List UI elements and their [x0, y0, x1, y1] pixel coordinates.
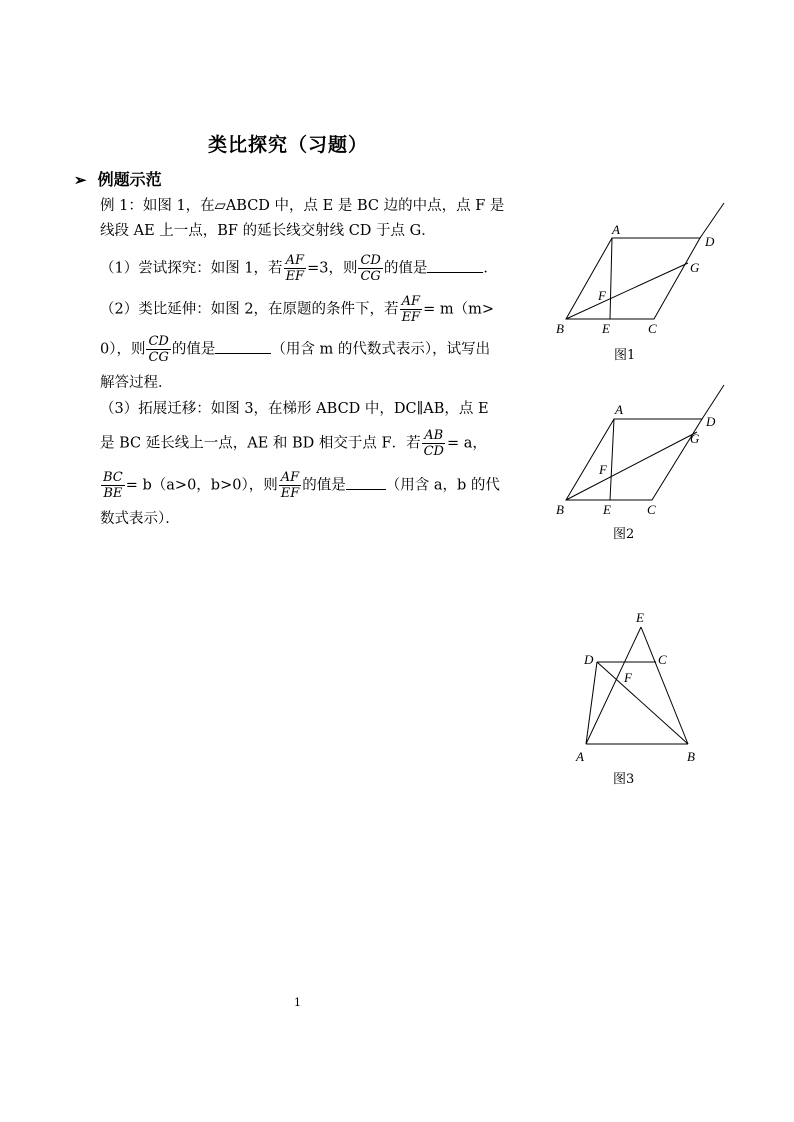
arrow-bullet-icon: ➢ [74, 171, 87, 189]
figure-1-caption: 图1 [614, 348, 636, 363]
label-E: E [636, 610, 644, 625]
answer-blank-3 [346, 477, 386, 490]
label-F: F [598, 288, 606, 303]
label-A: A [615, 402, 623, 417]
fraction-af-ef: $\frac{AF}{EF}$ [401, 294, 421, 325]
label-F: F [624, 670, 632, 685]
fraction-ab-cd: $\frac{AB}{CD}$ [423, 428, 444, 459]
label-C: C [658, 652, 667, 667]
label-B: B [556, 502, 564, 517]
label-F: F [599, 462, 607, 477]
label-B: B [687, 749, 695, 764]
fraction-cd-cg: $\frac{CD}{CG}$ [148, 334, 169, 365]
label-D: D [584, 652, 594, 667]
fraction-af-ef: $\frac{AF}{EF}$ [280, 470, 300, 501]
label-C: C [647, 502, 656, 517]
figure-3-caption: 图3 [613, 772, 635, 787]
label-A: A [612, 222, 620, 237]
label-G: G [690, 431, 700, 446]
label-C: C [648, 321, 657, 336]
problem-line-1: 例 1：如图 1，在▱ABCD 中，点 E 是 BC 边的中点，点 F 是 [100, 198, 505, 214]
label-B: B [556, 321, 564, 336]
problem-line-2: 线段 AE 上一点，BF 的延长线交射线 CD 于点 G． [100, 223, 436, 239]
fraction-af-ef: $\frac{AF}{EF}$ [285, 253, 305, 284]
part-3-line-1: （3）拓展迁移：如图 3，在梯形 ABCD 中，DC∥AB，点 E [100, 401, 489, 417]
label-D: D [706, 414, 716, 429]
part-1: （1）尝试探究：如图 1，若 $\frac{AF}{EF}$ =3，则 $\frac{CD}{CG}$ 的值是 ． [100, 253, 498, 284]
section-label: 例题示范 [97, 170, 162, 189]
section-heading [74, 167, 162, 190]
fraction-cd-cg: $\frac{CD}{CG}$ [360, 253, 381, 284]
part-2-continued: 0），则 $\frac{CD}{CG}$ 的值是 （用含 m 的代数式表示），试写出 [100, 334, 491, 365]
page-title: 类比探究（习题） [208, 134, 369, 156]
part-3-line-2: 是 BC 延长线上一点，AE 和 BD 相交于点 F．若 $\frac{AB}{CD}$ = a， [100, 428, 487, 459]
part-3-line-4: 数式表示）． [100, 511, 180, 527]
answer-blank-1 [427, 260, 483, 273]
answer-blank-2 [215, 341, 271, 354]
part-2-line-3: 解答过程． [100, 375, 173, 391]
label-E: E [602, 321, 610, 336]
label-D: D [705, 234, 715, 249]
label-A: A [576, 749, 584, 764]
label-G: G [690, 260, 700, 275]
page-number: 1 [294, 996, 301, 1009]
figure-2-caption: 图2 [613, 527, 635, 542]
fraction-bc-be: $\frac{BC}{BE}$ [103, 470, 123, 501]
figure-2-parallelogram [550, 380, 740, 520]
part-2: （2）类比延伸：如图 2，在原题的条件下，若 $\frac{AF}{EF}$ = m（m> [100, 294, 494, 325]
label-E: E [603, 502, 611, 517]
figure-3-trapezoid [570, 600, 710, 770]
figure-1-parallelogram [550, 195, 740, 340]
part-3-line-3: $\frac{BC}{BE}$ = b（a>0，b>0），则 $\frac{AF}{EF}$ 的值是 （用含 a，b 的代 [103, 470, 500, 501]
